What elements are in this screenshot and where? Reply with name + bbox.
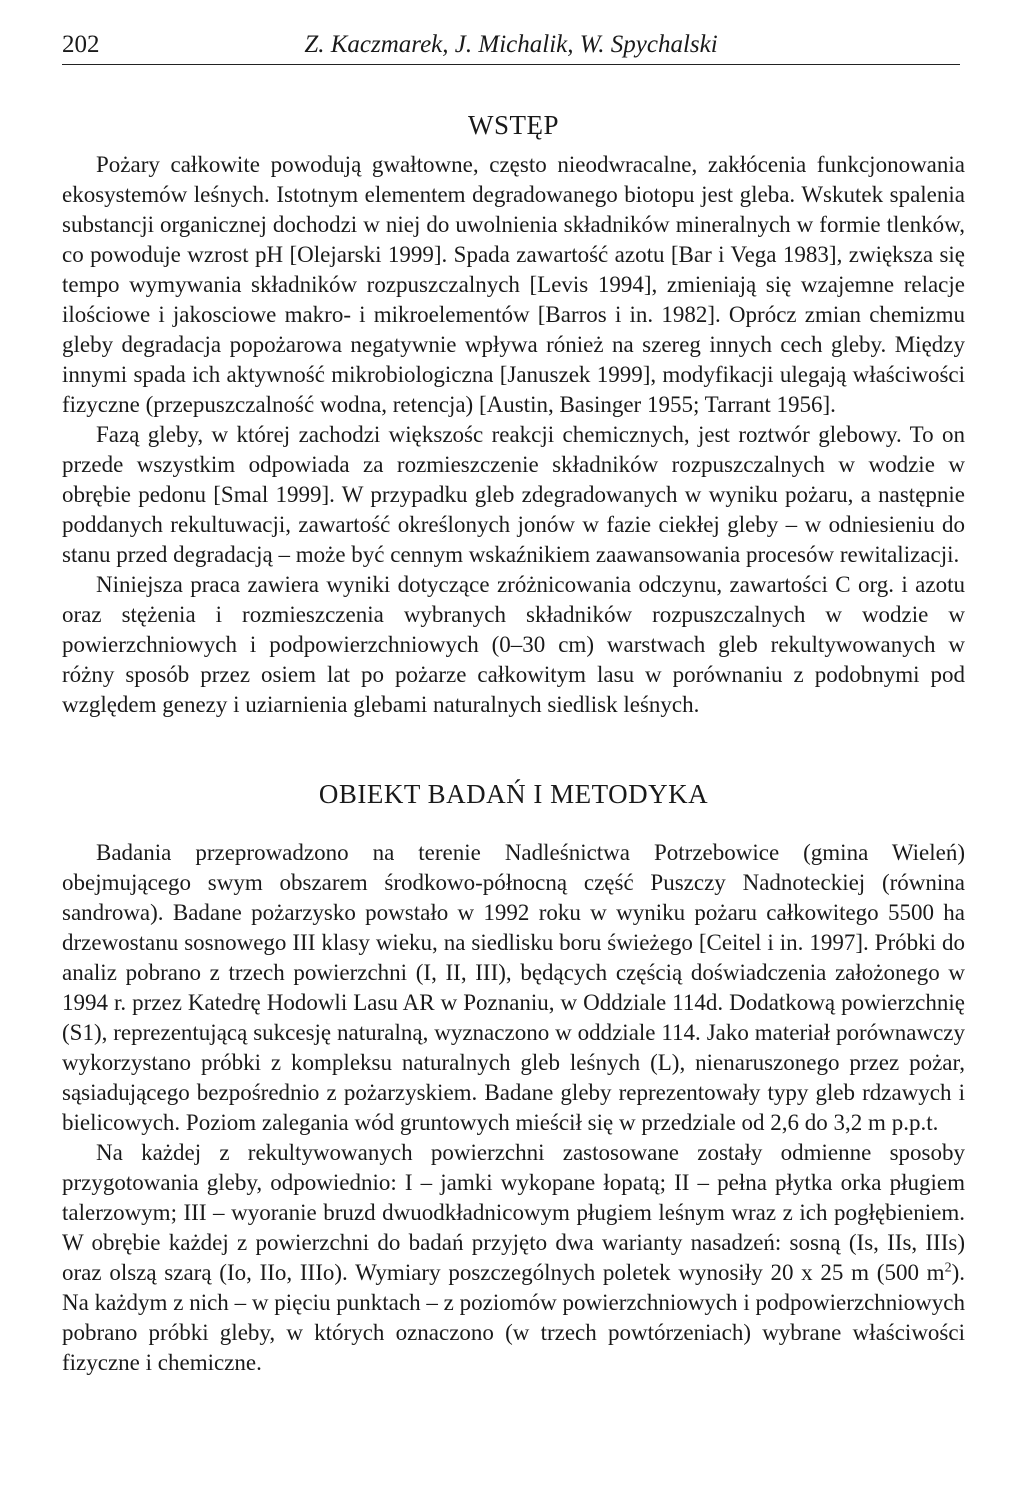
page-number: 202: [62, 31, 100, 58]
page-body: [62, 100, 965, 1378]
paragraph-last: [62, 1138, 965, 1378]
section-title-obiekt-badan: OBIEKT BADAŃ I METODYKA: [318, 779, 709, 809]
paragraph: Badania przeprowadzono na terenie Nadleśnictwa Potrzebowice (gmina Wieleń) obejmującego swym obszarem środkowo-północną część Puszczy Nadnoteckiej (równina sandrowa). Badane pożarzysko powstało w 1992 roku w wyniku pożaru całkowitego 5500 ha drzewostanu sosnowego III klasy wieku, na siedlisku boru świeżego [Ceitel i in. 1997]. Próbki do analiz pobrano z trzech powierzchni (I, II, III), będących częścią doświadczenia założonego w 1994 r. przez Katedrę Hodowli Lasu AR w Poznaniu, w Oddziale 114d. Dodatkową powierzchnię (S1), reprezentującą sukcesję naturalną, wyznaczono w oddziale 114. Jako materiał porównawczy wykorzystano próbki z kompleksu naturalnych gleb leśnych (L), nienaruszonego przez pożar, sąsiadującego bezpośrednio z pożarzyskiem. Badane gleby reprezentowały typy gleb rdzawych i bielicowych. Poziom zalegania wód gruntowych mieścił się w przedziale od 2,6 do 3,2 m p.p.t.: [62, 840, 965, 1135]
paragraph: Pożary całkowite powodują gwałtowne, często nieodwracalne, zakłócenia funkcjonowania ekosystemów leśnych. Istotnym elementem degradowanego biotopu jest gleba. Wskutek spalenia substancji organicznej dochodzi w niej do uwolnienia składników mineralnych w formie tlenków, co powoduje wzrost pH [Olejarski 1999]. Spada zawartość azotu [Bar i Vega 1983], zwiększa się tempo wymywania składników rozpuszczalnych [Levis 1994], zmieniają się wzajemne relacje ilościowe i jakosciowe makro- i mikroelementów [Barros i in. 1982]. Oprócz zmian chemizmu gleby degradacja popożarowa negatywnie wpływa rónież na szereg innych cech gleby. Między innymi spada ich aktywność mikrobiologiczna [Januszek 1999], modyfikacji ulegają właściwości fizyczne (przepuszczalność wodna, retencja) [Austin, Basinger 1955; Tarrant 1956].: [62, 152, 965, 417]
paragraph: Niniejsza praca zawiera wyniki dotyczące zróżnicowania odczynu, zawartości C org. i azotu oraz stężenia i rozmieszczenia wybranych składników rozpuszczalnych w wodzie w powierzchniowych i podpowierzchniowych (0–30 cm) warstwach gleb rekultywowanych w różny sposób przez osiem lat po pożarze całkowitym lasu w porównaniu z podobnymi pod względem genezy i uziarnienia glebami naturalnych siedlisk leśnych.: [62, 572, 965, 717]
superscript: 2: [944, 1260, 952, 1276]
text-run: ). Na każdym z nich – w pięciu punktach – z poziomów powierzchniowych i podpowierzchniowych pobrano próbki gleby, w których oznaczono (w trzech powtórzeniach) wybrane właściwości fizyczne i chemiczne.: [62, 1260, 965, 1375]
text-run: Na każdej z rekultywowanych powierzchni zastosowane zostały odmienne sposoby przygotowania gleby, odpowiednio: I – jamki wykopane łopatą; II – pełna płytka orka pługiem talerzowym; III – wyoranie bruzd dwuodkładnicowym pługiem leśnym wraz z ich pogłębieniem. W obrębie każdej z powierzchni do badań przyjęto dwa warianty nasadzeń: sosną (Is, IIs, IIIs) oraz olszą szarą (Io, IIo, IIIo). Wymiary poszczególnych poletek wynosiły 20 x 25 m (500 m: [62, 1140, 965, 1285]
paragraph: Fazą gleby, w której zachodzi większośc reakcji chemicznych, jest roztwór glebowy. To on przede wszystkim odpowiada za rozmieszczenie składników rozpuszczalnych w wodzie w obrębie pedonu [Smal 1999]. W przypadku gleb zdegradowanych w wyniku pożaru, a następnie poddanych rekultuwacji, zawartość określonych jonów w fazie ciekłej gleby – w odniesieniu do stanu przed degradacją – może być cennym wskaźnikiem zaawansowania procesów rewitalizacji.: [62, 422, 965, 567]
page-header: [62, 30, 960, 65]
section-title-wstep: WSTĘP: [467, 110, 559, 140]
running-head: Z. Kaczmarek, J. Michalik, W. Spychalski: [304, 31, 718, 58]
